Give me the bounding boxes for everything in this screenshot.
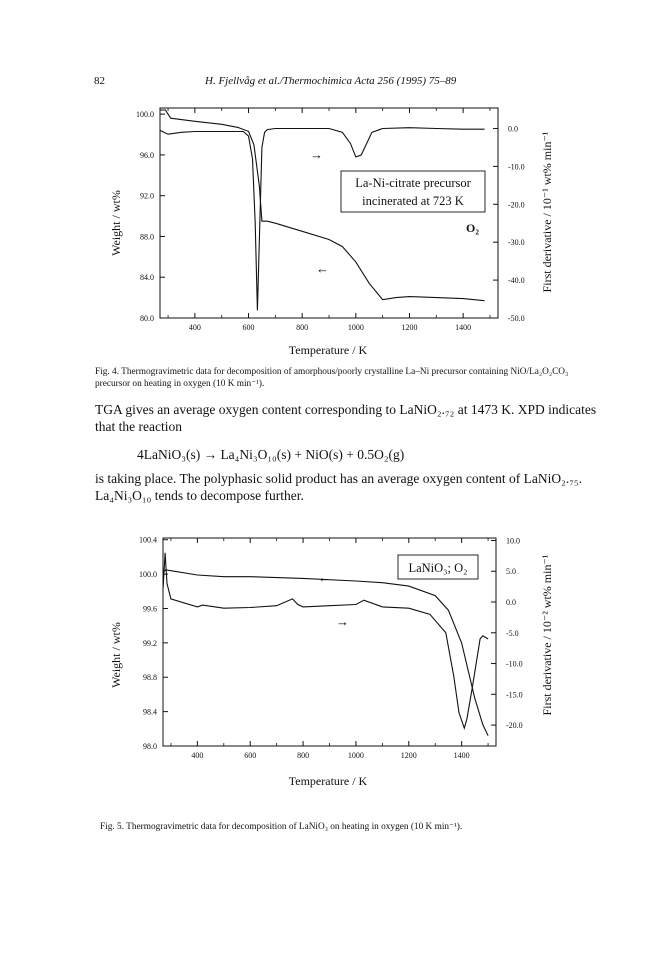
fig5-y-right-title: First derivative / 10⁻² wt% min⁻¹ bbox=[540, 554, 554, 716]
fig5-y-left-tick-label: 98.4 bbox=[143, 707, 157, 717]
fig4-y-right-tick-label: -20.0 bbox=[508, 200, 525, 210]
fig4-y-left-tick-label: 100.0 bbox=[136, 110, 154, 120]
fig5-y-left-tick-label: 99.6 bbox=[143, 604, 157, 614]
fig4-y-left-tick-label: 80.0 bbox=[140, 314, 154, 323]
fig4-x-tick-label: 1000 bbox=[347, 323, 364, 332]
fig4-x-tick-label: 600 bbox=[242, 323, 255, 332]
page-number: 82 bbox=[94, 75, 105, 87]
fig5-weight-arrow: ← bbox=[318, 570, 331, 585]
fig5-x-tick-label: 1400 bbox=[453, 751, 470, 760]
fig4-heating-arrow: → bbox=[310, 147, 323, 162]
fig5-y-left-tick-label: 98.0 bbox=[143, 742, 157, 751]
fig4-y-right-tick-label: -10.0 bbox=[508, 162, 525, 172]
fig5-x-tick-label: 600 bbox=[244, 751, 257, 760]
fig4-y-left-tick-label: 88.0 bbox=[140, 232, 154, 242]
fig5-y-left-tick-label: 100.4 bbox=[139, 535, 157, 545]
fig5-y-right-tick-label: 0.0 bbox=[506, 598, 516, 607]
fig4-x-tick-label: 800 bbox=[296, 323, 309, 332]
figure-4-caption: Fig. 4. Thermogravimetric data for decomposition of amorphous/poorly crystalline La–Ni precursor containing NiO/La₂O₂CO₃ precursor on heating in oxygen (10 K min⁻¹). bbox=[95, 367, 569, 389]
fig5-y-right-tick-label: 5.0 bbox=[506, 567, 516, 577]
fig5-y-left-tick-label: 100.0 bbox=[139, 570, 157, 580]
fig4-y-right-tick-label: -30.0 bbox=[508, 238, 525, 248]
fig4-y-right-tick-label: 0.0 bbox=[508, 124, 518, 134]
fig4-y-right-tick-label: -40.0 bbox=[508, 276, 525, 286]
fig4-atmosphere-label: O₂ bbox=[466, 221, 479, 235]
fig4-weight-arrow: ← bbox=[316, 261, 329, 276]
figure-5-caption: Fig. 5. Thermogravimetric data for decomposition of LaNiO₃ on heating in oxygen (10 K min⁻¹). bbox=[100, 822, 463, 832]
fig5-legend-label: LaNiO₃; O₂ bbox=[408, 561, 468, 575]
fig5-y-right-tick-label: -15.0 bbox=[506, 690, 523, 700]
fig5-x-tick-label: 1200 bbox=[400, 751, 417, 760]
running-head: H. Fjellvåg et al./Thermochimica Acta 256 (1995) 75–89 bbox=[205, 75, 457, 87]
fig4-y-right-tick-label: -50.0 bbox=[508, 314, 525, 323]
reaction-equation: 4LaNiO₃(s) → La₄Ni₃O₁₀(s) + NiO(s) + 0.5O₂(g) bbox=[137, 447, 405, 462]
fig5-y-right-tick-label: -5.0 bbox=[506, 628, 519, 638]
fig5-x-tick-label: 400 bbox=[191, 751, 204, 760]
paragraph-2: is taking place. The polyphasic solid product has an average oxygen content of LaNiO₂.₇₅. La₄Ni₃O₁₀ tends to decompose further. bbox=[95, 471, 582, 503]
fig4-x-title: Temperature / K bbox=[288, 343, 368, 357]
paragraph-1: TGA gives an average oxygen content corresponding to LaNiO₂.₇₂ at 1473 K. XPD indicates that the reaction bbox=[95, 402, 597, 434]
fig5-heating-arrow: → bbox=[336, 614, 349, 629]
fig5-x-tick-label: 1000 bbox=[347, 751, 364, 760]
fig5-y-right-tick-label: 10.0 bbox=[506, 536, 520, 546]
fig4-x-tick-label: 1400 bbox=[455, 323, 472, 332]
fig4-x-tick-label: 1200 bbox=[401, 323, 418, 332]
fig4-plot-frame bbox=[160, 108, 498, 318]
fig5-y-left-tick-label: 98.8 bbox=[143, 673, 157, 683]
fig4-legend-line2: incinerated at 723 K bbox=[362, 194, 464, 208]
fig4-y-left-tick-label: 96.0 bbox=[140, 150, 154, 160]
fig5-y-right-tick-label: -20.0 bbox=[506, 721, 523, 731]
fig5-y-right-tick-label: -10.0 bbox=[506, 659, 523, 669]
fig4-y-left-tick-label: 84.0 bbox=[140, 273, 154, 283]
fig4-legend-line1: La-Ni-citrate precursor bbox=[355, 176, 471, 190]
fig4-x-tick-label: 400 bbox=[188, 323, 201, 332]
fig5-y-left-tick-label: 99.2 bbox=[143, 638, 157, 648]
fig5-y-left-title: Weight / wt% bbox=[109, 622, 123, 688]
fig4-y-left-title: Weight / wt% bbox=[109, 190, 123, 256]
fig4-y-left-tick-label: 92.0 bbox=[140, 191, 154, 201]
fig5-weight-curve bbox=[163, 570, 488, 736]
fig5-x-tick-label: 800 bbox=[297, 751, 310, 760]
fig4-y-right-title: First derivative / 10⁻¹ wt% min⁻¹ bbox=[540, 131, 554, 293]
fig5-x-title: Temperature / K bbox=[288, 774, 368, 788]
